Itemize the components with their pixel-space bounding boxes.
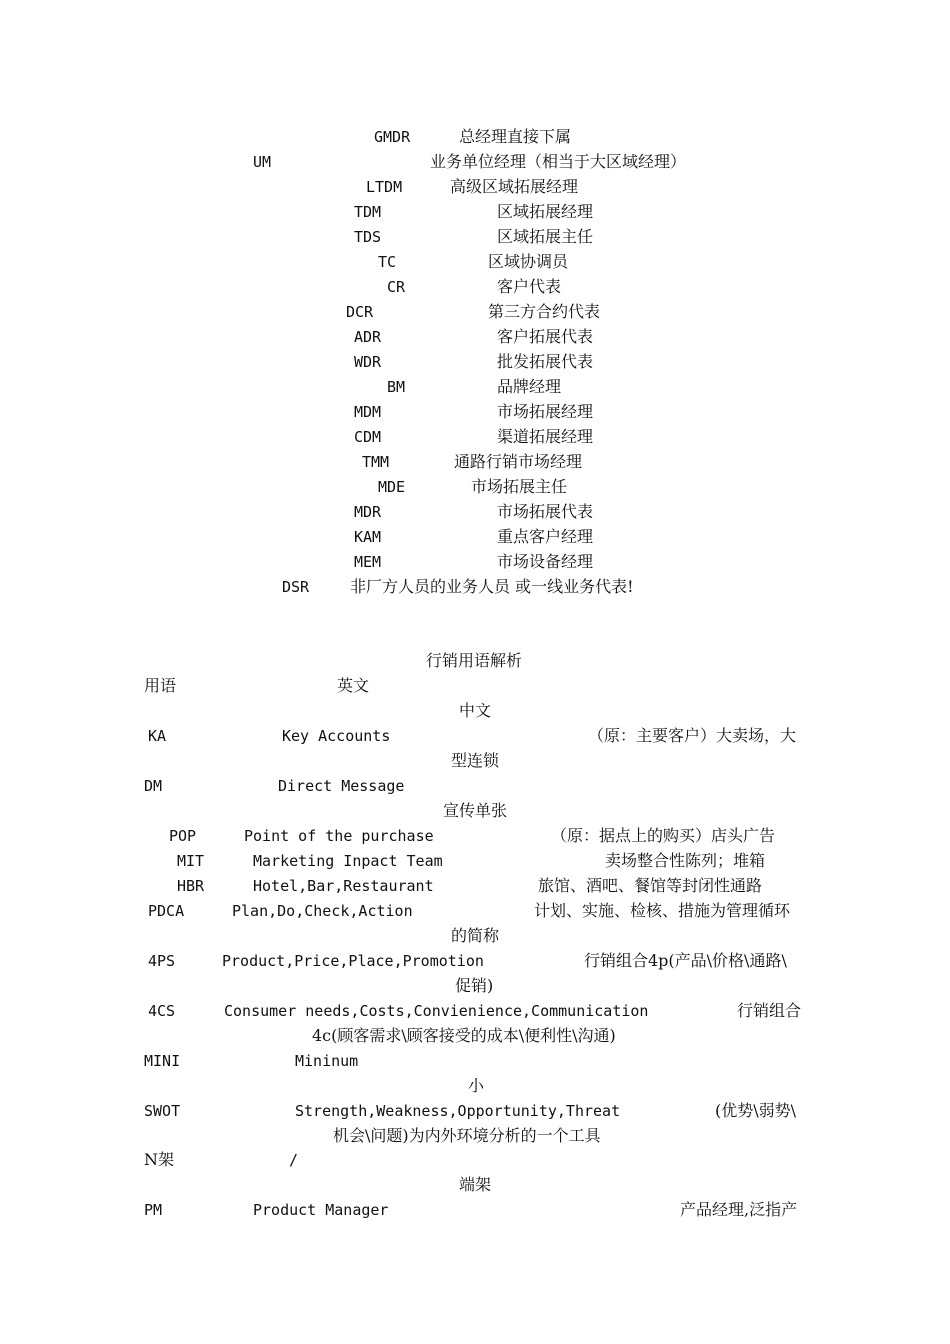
abbr-code: KAM bbox=[354, 528, 382, 546]
abbr-meaning: 非厂方人员的业务人员 或一线业务代表! bbox=[350, 577, 634, 596]
abbr-meaning: 客户拓展代表 bbox=[497, 327, 594, 346]
abbr-code: TDS bbox=[354, 228, 382, 246]
glossary-chinese: (优势\弱势\ bbox=[715, 1101, 797, 1120]
abbr-code: CR bbox=[387, 278, 406, 296]
abbr-code: LTDM bbox=[366, 178, 403, 196]
abbr-code: MDE bbox=[378, 478, 406, 496]
abbr-code: MDM bbox=[354, 403, 382, 421]
glossary-english: Strength,Weakness,Opportunity,Threat bbox=[295, 1102, 621, 1120]
abbr-meaning: 总经理直接下属 bbox=[459, 127, 572, 146]
glossary-english: / bbox=[289, 1151, 299, 1169]
glossary-term: 4PS bbox=[148, 952, 176, 970]
glossary-chinese-cont: 促销) bbox=[455, 976, 494, 995]
abbr-meaning: 高级区域拓展经理 bbox=[450, 177, 579, 196]
glossary-english: Plan,Do,Check,Action bbox=[232, 902, 413, 920]
glossary-term: 4CS bbox=[148, 1002, 176, 1020]
glossary-chinese-cont: 宣传单张 bbox=[443, 801, 508, 820]
glossary-term: SWOT bbox=[144, 1102, 181, 1120]
glossary-title: 行销用语解析 bbox=[426, 651, 523, 670]
glossary-english: Key Accounts bbox=[282, 727, 391, 745]
abbr-meaning: 市场拓展代表 bbox=[497, 502, 594, 521]
glossary-chinese: 旅馆、酒吧、餐馆等封闭性通路 bbox=[538, 876, 763, 895]
abbr-meaning: 客户代表 bbox=[497, 277, 562, 296]
glossary-chinese: 产品经理,泛指产 bbox=[680, 1200, 798, 1219]
abbr-meaning: 批发拓展代表 bbox=[497, 352, 594, 371]
abbr-code: MDR bbox=[354, 503, 382, 521]
abbr-meaning: 业务单位经理（相当于大区域经理） bbox=[430, 152, 687, 171]
abbr-meaning: 重点客户经理 bbox=[497, 527, 594, 546]
abbr-code: TMM bbox=[362, 453, 390, 471]
abbr-code: TC bbox=[378, 253, 397, 271]
glossary-term: KA bbox=[148, 727, 167, 745]
abbr-code: WDR bbox=[354, 353, 382, 371]
header-term: 用语 bbox=[144, 676, 177, 695]
abbr-code: GMDR bbox=[374, 128, 411, 146]
glossary-chinese-cont: 机会\问题)为内外环境分析的一个工具 bbox=[333, 1126, 601, 1145]
abbr-code: DSR bbox=[282, 578, 310, 596]
glossary-english: Marketing Inpact Team bbox=[253, 852, 443, 870]
glossary-term: PDCA bbox=[148, 902, 185, 920]
glossary-english: Hotel,Bar,Restaurant bbox=[253, 877, 434, 895]
glossary-english: Consumer needs,Costs,Convienience,Communication bbox=[224, 1002, 649, 1020]
abbr-meaning: 市场拓展主任 bbox=[471, 477, 568, 496]
glossary-chinese-cont: 端架 bbox=[459, 1175, 492, 1194]
abbr-meaning: 市场拓展经理 bbox=[497, 402, 594, 421]
glossary-term: PM bbox=[144, 1201, 163, 1219]
glossary-term: N架 bbox=[144, 1150, 175, 1169]
abbr-meaning: 市场设备经理 bbox=[497, 552, 594, 571]
glossary-chinese-cont: 型连锁 bbox=[451, 751, 500, 770]
abbr-code: DCR bbox=[346, 303, 374, 321]
header-english: 英文 bbox=[337, 676, 370, 695]
abbr-meaning: 区域拓展经理 bbox=[497, 202, 594, 221]
glossary-chinese: （原：主要客户）大卖场，大 bbox=[588, 726, 797, 745]
glossary-chinese-cont: 4c(顾客需求\顾客接受的成本\便利性\沟通) bbox=[312, 1026, 616, 1045]
glossary-chinese: 行销组合4p(产品\价格\通路\ bbox=[584, 951, 787, 970]
abbr-code: BM bbox=[387, 378, 406, 396]
glossary-english: Point of the purchase bbox=[244, 827, 434, 845]
abbr-code: ADR bbox=[354, 328, 382, 346]
glossary-term: MIT bbox=[177, 852, 205, 870]
glossary-term: POP bbox=[169, 827, 197, 845]
glossary-chinese-cont: 小 bbox=[468, 1076, 485, 1095]
glossary-chinese: 计划、实施、检核、措施为管理循环 bbox=[534, 901, 791, 920]
glossary-english: Product,Price,Place,Promotion bbox=[222, 952, 484, 970]
abbr-meaning: 品牌经理 bbox=[497, 377, 562, 396]
abbr-meaning: 第三方合约代表 bbox=[488, 302, 601, 321]
glossary-english: Product Manager bbox=[253, 1201, 389, 1219]
glossary-term: MINI bbox=[144, 1052, 181, 1070]
abbr-meaning: 区域拓展主任 bbox=[497, 227, 594, 246]
abbr-code: UM bbox=[253, 153, 272, 171]
glossary-chinese: 行销组合 bbox=[737, 1001, 802, 1020]
abbr-meaning: 渠道拓展经理 bbox=[497, 427, 594, 446]
abbr-code: TDM bbox=[354, 203, 382, 221]
glossary-term: HBR bbox=[177, 877, 205, 895]
abbr-meaning: 通路行销市场经理 bbox=[454, 452, 583, 471]
glossary-english: Mininum bbox=[295, 1052, 359, 1070]
abbr-code: MEM bbox=[354, 553, 382, 571]
glossary-chinese: 卖场整合性陈列；堆箱 bbox=[605, 851, 766, 870]
glossary-english: Direct Message bbox=[278, 777, 405, 795]
glossary-chinese-cont: 的简称 bbox=[451, 926, 500, 945]
abbr-meaning: 区域协调员 bbox=[488, 252, 569, 271]
glossary-chinese: （原：据点上的购买）店头广告 bbox=[551, 826, 776, 845]
header-chinese: 中文 bbox=[459, 701, 492, 720]
abbr-code: CDM bbox=[354, 428, 382, 446]
glossary-term: DM bbox=[144, 777, 163, 795]
